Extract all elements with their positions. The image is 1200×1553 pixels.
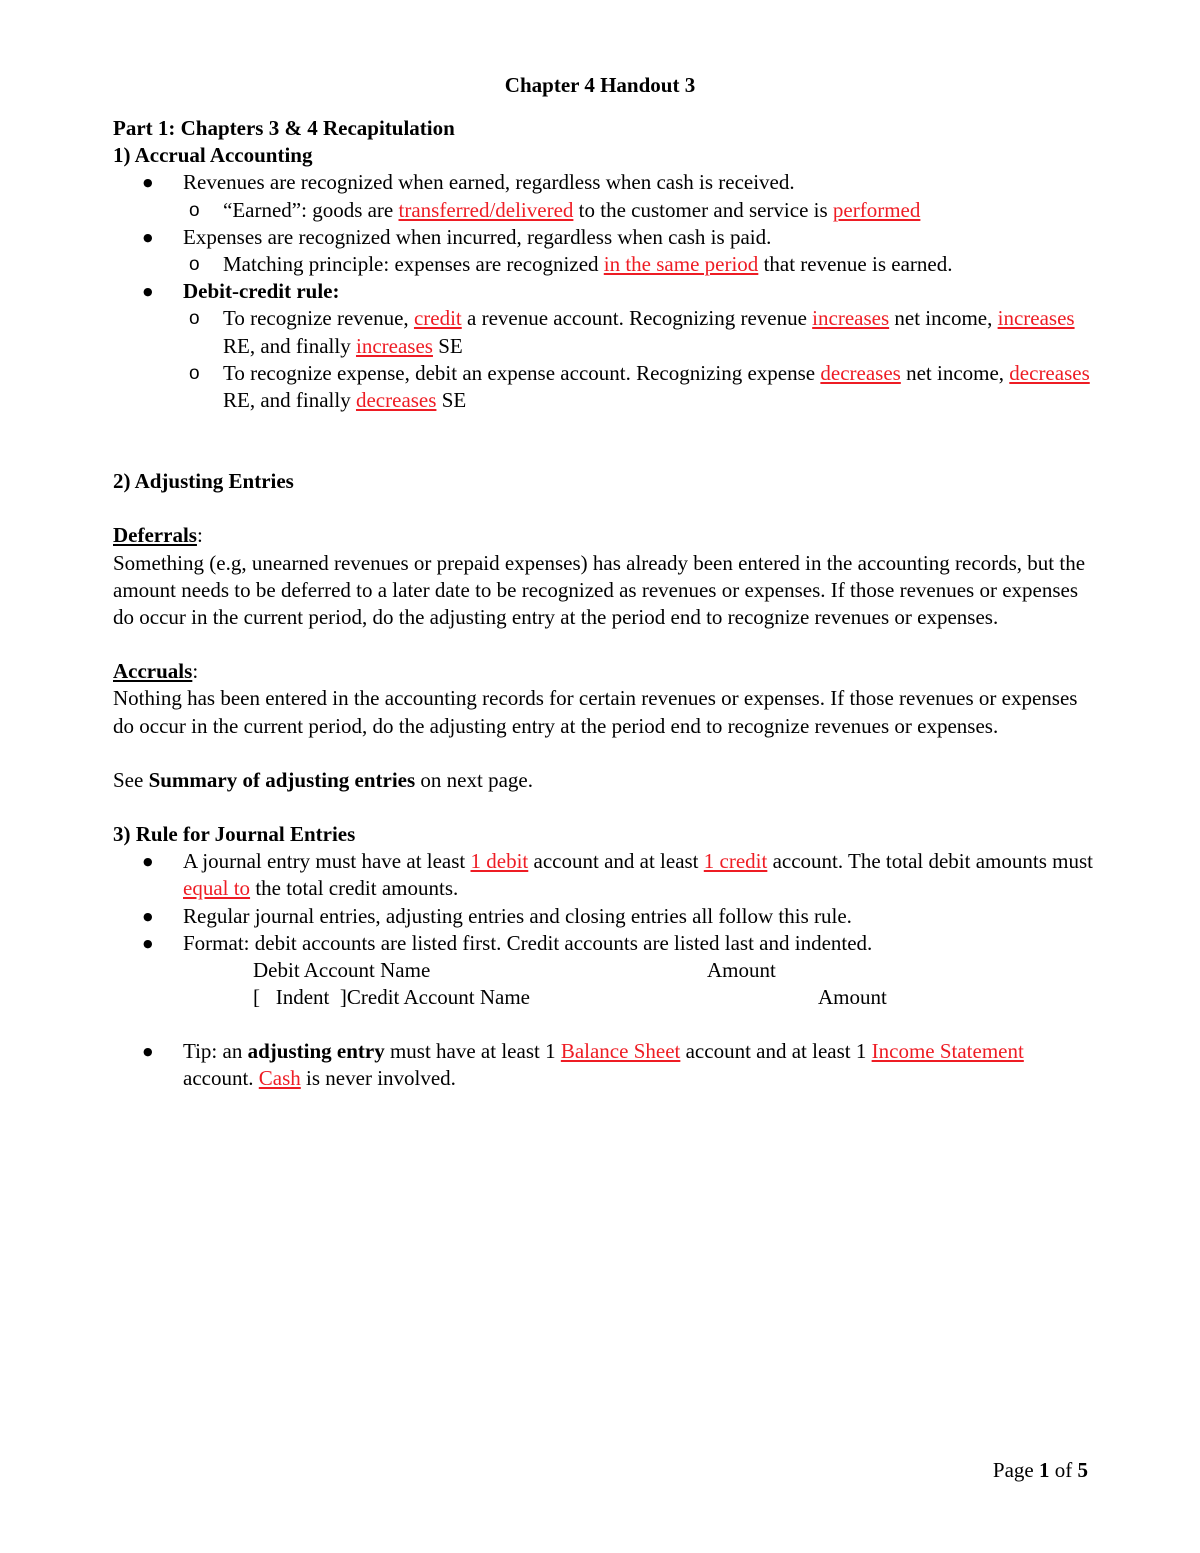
list-item: o To recognize expense, debit an expense account. Recognizing expense decreases net income, decreases RE, and finally decreases SE: [153, 360, 1093, 414]
sub-list: [153, 305, 1093, 414]
list-item: ● Format: debit accounts are listed first. Credit accounts are listed last and indented. Debit Account Name Amount [ Indent ]Credit Account Name Amount: [113, 930, 1093, 1011]
highlight-text: 1 credit: [703, 849, 768, 874]
deferrals-text: Something (e.g, unearned revenues or prepaid expenses) has already been entered in the accounting records, but the amount needs to be deferred to a later date to be recognized as revenues or expenses. If those revenues or expenses do occur in the current period, do the adjusting entry at the period end to recognize revenues or expenses.: [113, 550, 1086, 630]
list-item: o Matching principle: expenses are recognized in the same period that revenue is earned.: [153, 251, 1093, 278]
list-item: ● Debit-credit rule: o To recognize revenue, credit a revenue account. Recognizing revenue increases net income, increases RE, and finally increases SE o To recognize expense, debit an expense account. Recognizing expense decreases net income, decreases RE, and finally decreases SE: [113, 278, 1093, 414]
list-item: ● Regular journal entries, adjusting entries and closing entries all follow this rule.: [113, 903, 1093, 930]
journal-heading: 3) Rule for Journal Entries: [113, 822, 356, 847]
highlight-text: credit: [413, 306, 462, 331]
deferrals-label: Deferrals:: [113, 523, 203, 548]
part1-heading: Part 1: Chapters 3 & 4 Recapitulation: [113, 116, 455, 140]
format-debit-row: [183, 957, 1093, 984]
format-debit-name: Debit Account Name: [253, 958, 431, 983]
document-body: [113, 115, 1093, 1092]
list-item: ● Expenses are recognized when incurred, regardless when cash is paid. o Matching principle: expenses are recognized in the same period that revenue is earned.: [113, 224, 1093, 278]
format-credit-row: [183, 984, 1093, 1011]
highlight-text: decreases: [1009, 360, 1090, 385]
adjusting-heading: 2) Adjusting Entries: [113, 469, 294, 494]
accruals-text: Nothing has been entered in the accounting records for certain revenues or expenses. If those revenues or expenses do occur in the current period, do the adjusting entry at the period end to recognize revenues or expenses.: [113, 686, 1078, 738]
sub-list: [153, 251, 1093, 278]
highlight-text: increases: [355, 333, 433, 358]
list-item: o To recognize revenue, credit a revenue account. Recognizing revenue increases net income, increases RE, and finally increases SE: [153, 305, 1093, 359]
tip-list: [113, 1038, 1093, 1092]
journal-list: [113, 848, 1093, 1011]
format-credit-amount: Amount: [818, 985, 887, 1010]
highlight-text: decreases: [355, 388, 437, 413]
format-credit-name: [ Indent ]Credit Account Name: [253, 985, 530, 1010]
list-item: ● Revenues are recognized when earned, regardless when cash is received. o “Earned”: goods are transferred/delivered to the customer and service is performed: [113, 169, 1093, 223]
highlight-text: in the same period: [603, 252, 759, 277]
document-title: Chapter 4 Handout 3: [504, 73, 696, 97]
highlight-text: Cash: [258, 1066, 301, 1091]
sub-list: [153, 197, 1093, 224]
see-summary-text: See Summary of adjusting entries on next page.: [113, 767, 533, 792]
highlight-text: performed: [832, 197, 921, 222]
highlight-text: Balance Sheet: [560, 1039, 681, 1064]
accrual-heading: 1) Accrual Accounting: [113, 143, 313, 168]
highlight-text: transferred/delivered: [398, 197, 574, 222]
page-number: Page 1 of 5: [992, 1458, 1088, 1482]
highlight-text: 1 debit: [470, 849, 529, 874]
accruals-label: Accruals:: [113, 659, 199, 684]
accrual-list: [113, 169, 1093, 414]
highlight-text: increases: [812, 306, 890, 331]
highlight-text: decreases: [820, 360, 901, 385]
highlight-text: increases: [997, 306, 1075, 331]
list-item: o “Earned”: goods are transferred/delivered to the customer and service is performed: [153, 197, 1093, 224]
list-item: ● Tip: an adjusting entry must have at least 1 Balance Sheet account and at least 1 Income Statement account. Cash is never involved.: [113, 1038, 1093, 1092]
format-debit-amount: Amount: [707, 958, 776, 983]
highlight-text: Income Statement: [871, 1039, 1024, 1064]
highlight-text: equal to: [183, 876, 251, 901]
list-item: ● A journal entry must have at least 1 debit account and at least 1 credit account. The total debit amounts must equal to the total credit amounts.: [113, 848, 1093, 902]
